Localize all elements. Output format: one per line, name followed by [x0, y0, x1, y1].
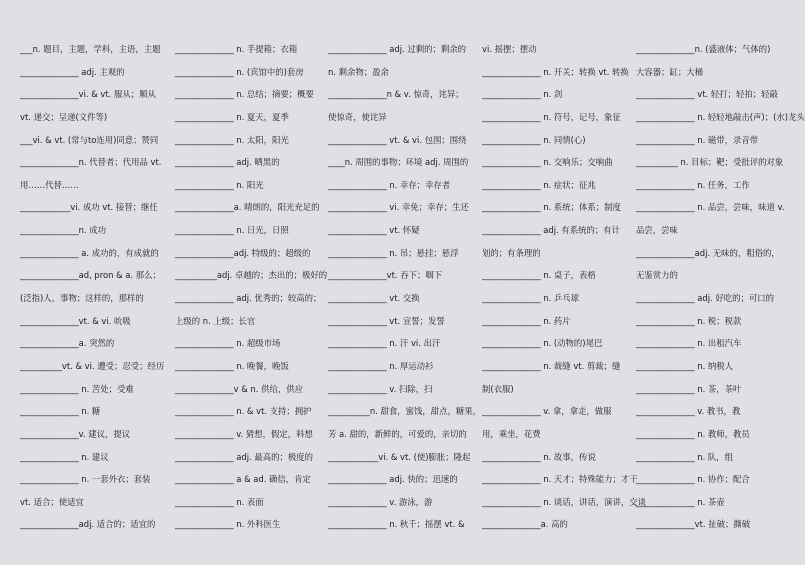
vocab-line: ______________ n. 任务，工作	[636, 179, 750, 190]
vocab-line: ______________ n. 汗 vi. 出汗	[328, 338, 441, 349]
vocab-line: ______________vt. & vi. 吮吸	[20, 315, 131, 326]
vocab-line: ______________ n. 品尝，尝味，味道 v.	[636, 202, 785, 213]
vocab-column-3	[328, 38, 482, 536]
vocab-column-5	[636, 38, 805, 536]
vocab-line: ______________ n. 队，组	[636, 451, 734, 462]
vocab-line: ______________ n. 苦处；受难	[20, 383, 134, 394]
vocab-line: ______________ adj. 主观的	[20, 66, 125, 77]
vocab-line: ______________ adj. 晒黑的	[175, 157, 280, 168]
vocab-line: ______________ vi. 幸免；幸存；生还	[328, 202, 469, 213]
vocab-line: ______________v & n. 供给，供应	[175, 383, 303, 394]
vocab-line: __________adj. 卓越的；杰出的；极好的	[175, 270, 328, 281]
vocab-line: ______________ adj. 好吃的；可口的	[636, 293, 775, 304]
vocab-line: ______________n. 成功	[20, 225, 107, 236]
vocab-line: ______________ n. 晚餐，晚饭	[175, 360, 289, 371]
vocab-line: ______________adj. 特级的；超级的	[175, 247, 311, 258]
vocab-line: ______________ n. 轻轻地敲击(声)；(水)龙头	[636, 111, 805, 122]
vocab-line: ______________ vt. 交换	[328, 293, 420, 304]
vocab-line: ______________ n. (动物的)尾巴	[482, 338, 603, 349]
vocab-line: ______________ n. 剑	[482, 89, 563, 100]
vocab-line: ______________ n. 出租汽车	[636, 338, 742, 349]
vocab-line: ______________ n. 教师，教员	[636, 428, 750, 439]
vocab-line: ____n. 周围的事物；环境 adj. 周围的	[328, 157, 469, 168]
vocab-line: 品尝，尝味	[636, 225, 678, 236]
vocab-line: ______________ n. 同情(心)	[482, 134, 586, 145]
vocab-line: ______________ n. 外科医生	[175, 519, 281, 530]
vocab-line: __________n. 甜食，蜜饯，甜点，糖果，	[328, 406, 482, 417]
vocab-line: ______________ n. 表面	[175, 496, 264, 507]
vocab-line: ______________a. 高的	[482, 519, 568, 530]
vocab-line: ______________ n. 磁带，录音带	[636, 134, 759, 145]
vocab-line: ______________ n. 阳光	[175, 179, 264, 190]
vocab-line: ______________ n. 税；税款	[636, 315, 742, 326]
vocab-line: 用……代替……	[20, 179, 79, 190]
vocab-line: ______________ n. 系统；体系；制度	[482, 202, 621, 213]
vocab-line: ______________ n. 乒乓球	[482, 293, 580, 304]
vocab-line: ___n. 题目，主题，学科，主语，主题	[20, 44, 161, 54]
vocab-column-2	[175, 38, 328, 536]
vocab-line: ______________ a. 成功的，有成就的	[20, 247, 159, 258]
vocab-line: 划的；有条理的	[482, 247, 541, 258]
vocab-line: vt. 递交；呈递(文件等)	[20, 111, 108, 122]
vocab-line: 大容器；缸；大桶	[636, 66, 703, 77]
vocab-line: ______________ n. 手提箱；衣箱	[175, 44, 298, 54]
vocab-line: ______________ n. 日光，日照	[175, 225, 289, 236]
vocab-line: ____________vi. 成功 vt. 接替；继任	[20, 202, 158, 213]
vocab-line: ____________vi. & vt. (使)膨胀；隆起	[328, 451, 471, 462]
vocab-line: ______________ n. 茶壶	[636, 496, 725, 507]
vocab-line: ___vi. & vt. (常与to连用)同意；赞同	[20, 134, 159, 145]
vocab-line: ______________ n. 糖	[20, 406, 101, 417]
vocab-line: ______________n. 代替者；代用品 vt.	[20, 157, 162, 168]
vocab-line: ______________ad, pron & a. 那么；	[20, 270, 161, 281]
vocab-line: 使惊奇，使诧异	[328, 111, 387, 122]
vocab-line: ______________ n. 症状；征兆	[482, 179, 596, 190]
vocab-line: ______________vt. 扯破；撕破	[636, 519, 751, 530]
vocab-line: 制(衣服)	[482, 383, 514, 394]
vocab-line: __________vt. & vi. 遭受；忍受；经历	[20, 360, 165, 371]
vocab-line: ______________ n. 开关；转换 vt. 转换	[482, 66, 629, 77]
vocab-line: ______________ n. 一套外衣；套装	[20, 474, 151, 485]
vocab-line: ______________ adj. 过剩的；剩余的	[328, 44, 467, 54]
vocab-line: ______________ n. 药片	[482, 315, 571, 326]
vocab-line: ______________vt. 吞下；咽下	[328, 270, 443, 281]
vocab-line: ______________ n. 幸存；幸存者	[328, 179, 451, 190]
vocab-line: ______________ v. 猜想，假定，料想	[175, 428, 313, 439]
vocab-line: ______________ n. & vt. 支持；拥护	[175, 406, 312, 417]
vocab-line: ______________ n. 厚运动衫	[328, 360, 434, 371]
vocab-line: vt. 适合；使适宜	[20, 496, 84, 507]
vocab-line: ______________ n. (宾馆中的)套房	[175, 66, 304, 77]
vocab-line: ______________ vt. & vi. 包围；围绕	[328, 134, 467, 145]
vocab-line: ______________ n. 谈话，讲话，演讲，交谈	[482, 496, 647, 507]
vocab-line: ______________ v. 扫除，扫	[328, 383, 433, 394]
vocab-line: ______________ a & ad. 确信，肯定	[175, 474, 311, 485]
vocab-line: ______________ v. 游泳，游	[328, 496, 433, 507]
vocab-line: ______________ n. 太阳，阳光	[175, 134, 289, 145]
vocab-line: ______________ vt. 怀疑	[328, 225, 420, 236]
vocab-line: ______________v. 建议，提议	[20, 428, 131, 439]
vocab-line: ______________a. 晴朗的，阳光充足的	[175, 202, 320, 213]
vocab-line: 上级的 n. 上级；长官	[175, 315, 256, 326]
vocab-line: ______________ n. 符号，记号，象征	[482, 111, 621, 122]
vocab-line: ______________ vt. 宣誓；发誓	[328, 315, 445, 326]
vocab-line: ______________ v. 拿，拿走，做服	[482, 406, 612, 417]
vocab-column-1	[20, 38, 170, 536]
vocab-line: ______________ n. 天才；特殊能力；才干	[482, 474, 638, 485]
vocab-line: ______________adj. 适合的；适宜的	[20, 519, 156, 530]
vocab-line: ______________ n. 秋千；摇摆 vt. &	[328, 519, 465, 530]
vocab-line: ______________ adj. 快的；迅速的	[328, 474, 458, 485]
vocab-line: ______________ vt. 轻打；轻拍；轻敲	[636, 89, 778, 100]
vocab-line: ______________ n. 桌子，表格	[482, 270, 596, 281]
vocab-line: ______________ n. 夏天，夏季	[175, 111, 289, 122]
vocab-line: ______________vi. & vt. 服从；顺从	[20, 89, 156, 100]
vocab-line: ______________n & v. 惊奇，诧异；	[328, 89, 464, 100]
vocab-line: ______________ n. 超级市场	[175, 338, 281, 349]
vocab-line: ______________ adj. 有系统的；有计	[482, 225, 621, 236]
vocab-line: vi. 摇摆；摆动	[482, 44, 537, 54]
vocab-line: ______________ n. 建议	[20, 451, 109, 462]
vocab-line: ______________n. (盛液体；气体的)	[636, 44, 771, 54]
vocab-line: ______________ n. 协作；配合	[636, 474, 750, 485]
vocab-line: ______________adj. 无味的，粗俗的，	[636, 247, 780, 258]
vocab-line: ______________a. 突然的	[20, 338, 115, 349]
vocab-line: __________ n. 目标；靶；受批评的对象	[636, 157, 784, 168]
vocab-line: ______________ n. 故事，传说	[482, 451, 596, 462]
vocab-line: n. 剩余物；盈余	[328, 66, 389, 77]
vocab-line: (泛指)人，事物；这样的，那样的	[20, 293, 144, 304]
vocab-line: ______________ adj. 优秀的；较高的；	[175, 293, 322, 304]
vocab-line: ______________ n. 总结；摘要；概要	[175, 89, 314, 100]
vocab-line: ______________ v. 教书，教	[636, 406, 741, 417]
vocab-line: 芳 a. 甜的，新鲜的，可爱的，亲切的	[328, 428, 467, 439]
vocab-line: 无鉴赏力的	[636, 270, 678, 281]
vocab-line: 用，乘坐，花费	[482, 428, 541, 439]
vocab-line: ______________ n. 交响乐；交响曲	[482, 157, 613, 168]
vocab-line: ______________ adj. 最高的；极度的	[175, 451, 314, 462]
vocab-line: ______________ n. 裁缝 vt. 剪裁；缝	[482, 360, 621, 371]
vocab-line: ______________ n. 吊；悬挂；悬浮	[328, 247, 459, 258]
vocab-line: ______________ n. 茶，茶叶	[636, 383, 742, 394]
vocab-line: ______________ n. 纳税人	[636, 360, 734, 371]
vocab-column-4	[482, 38, 647, 536]
